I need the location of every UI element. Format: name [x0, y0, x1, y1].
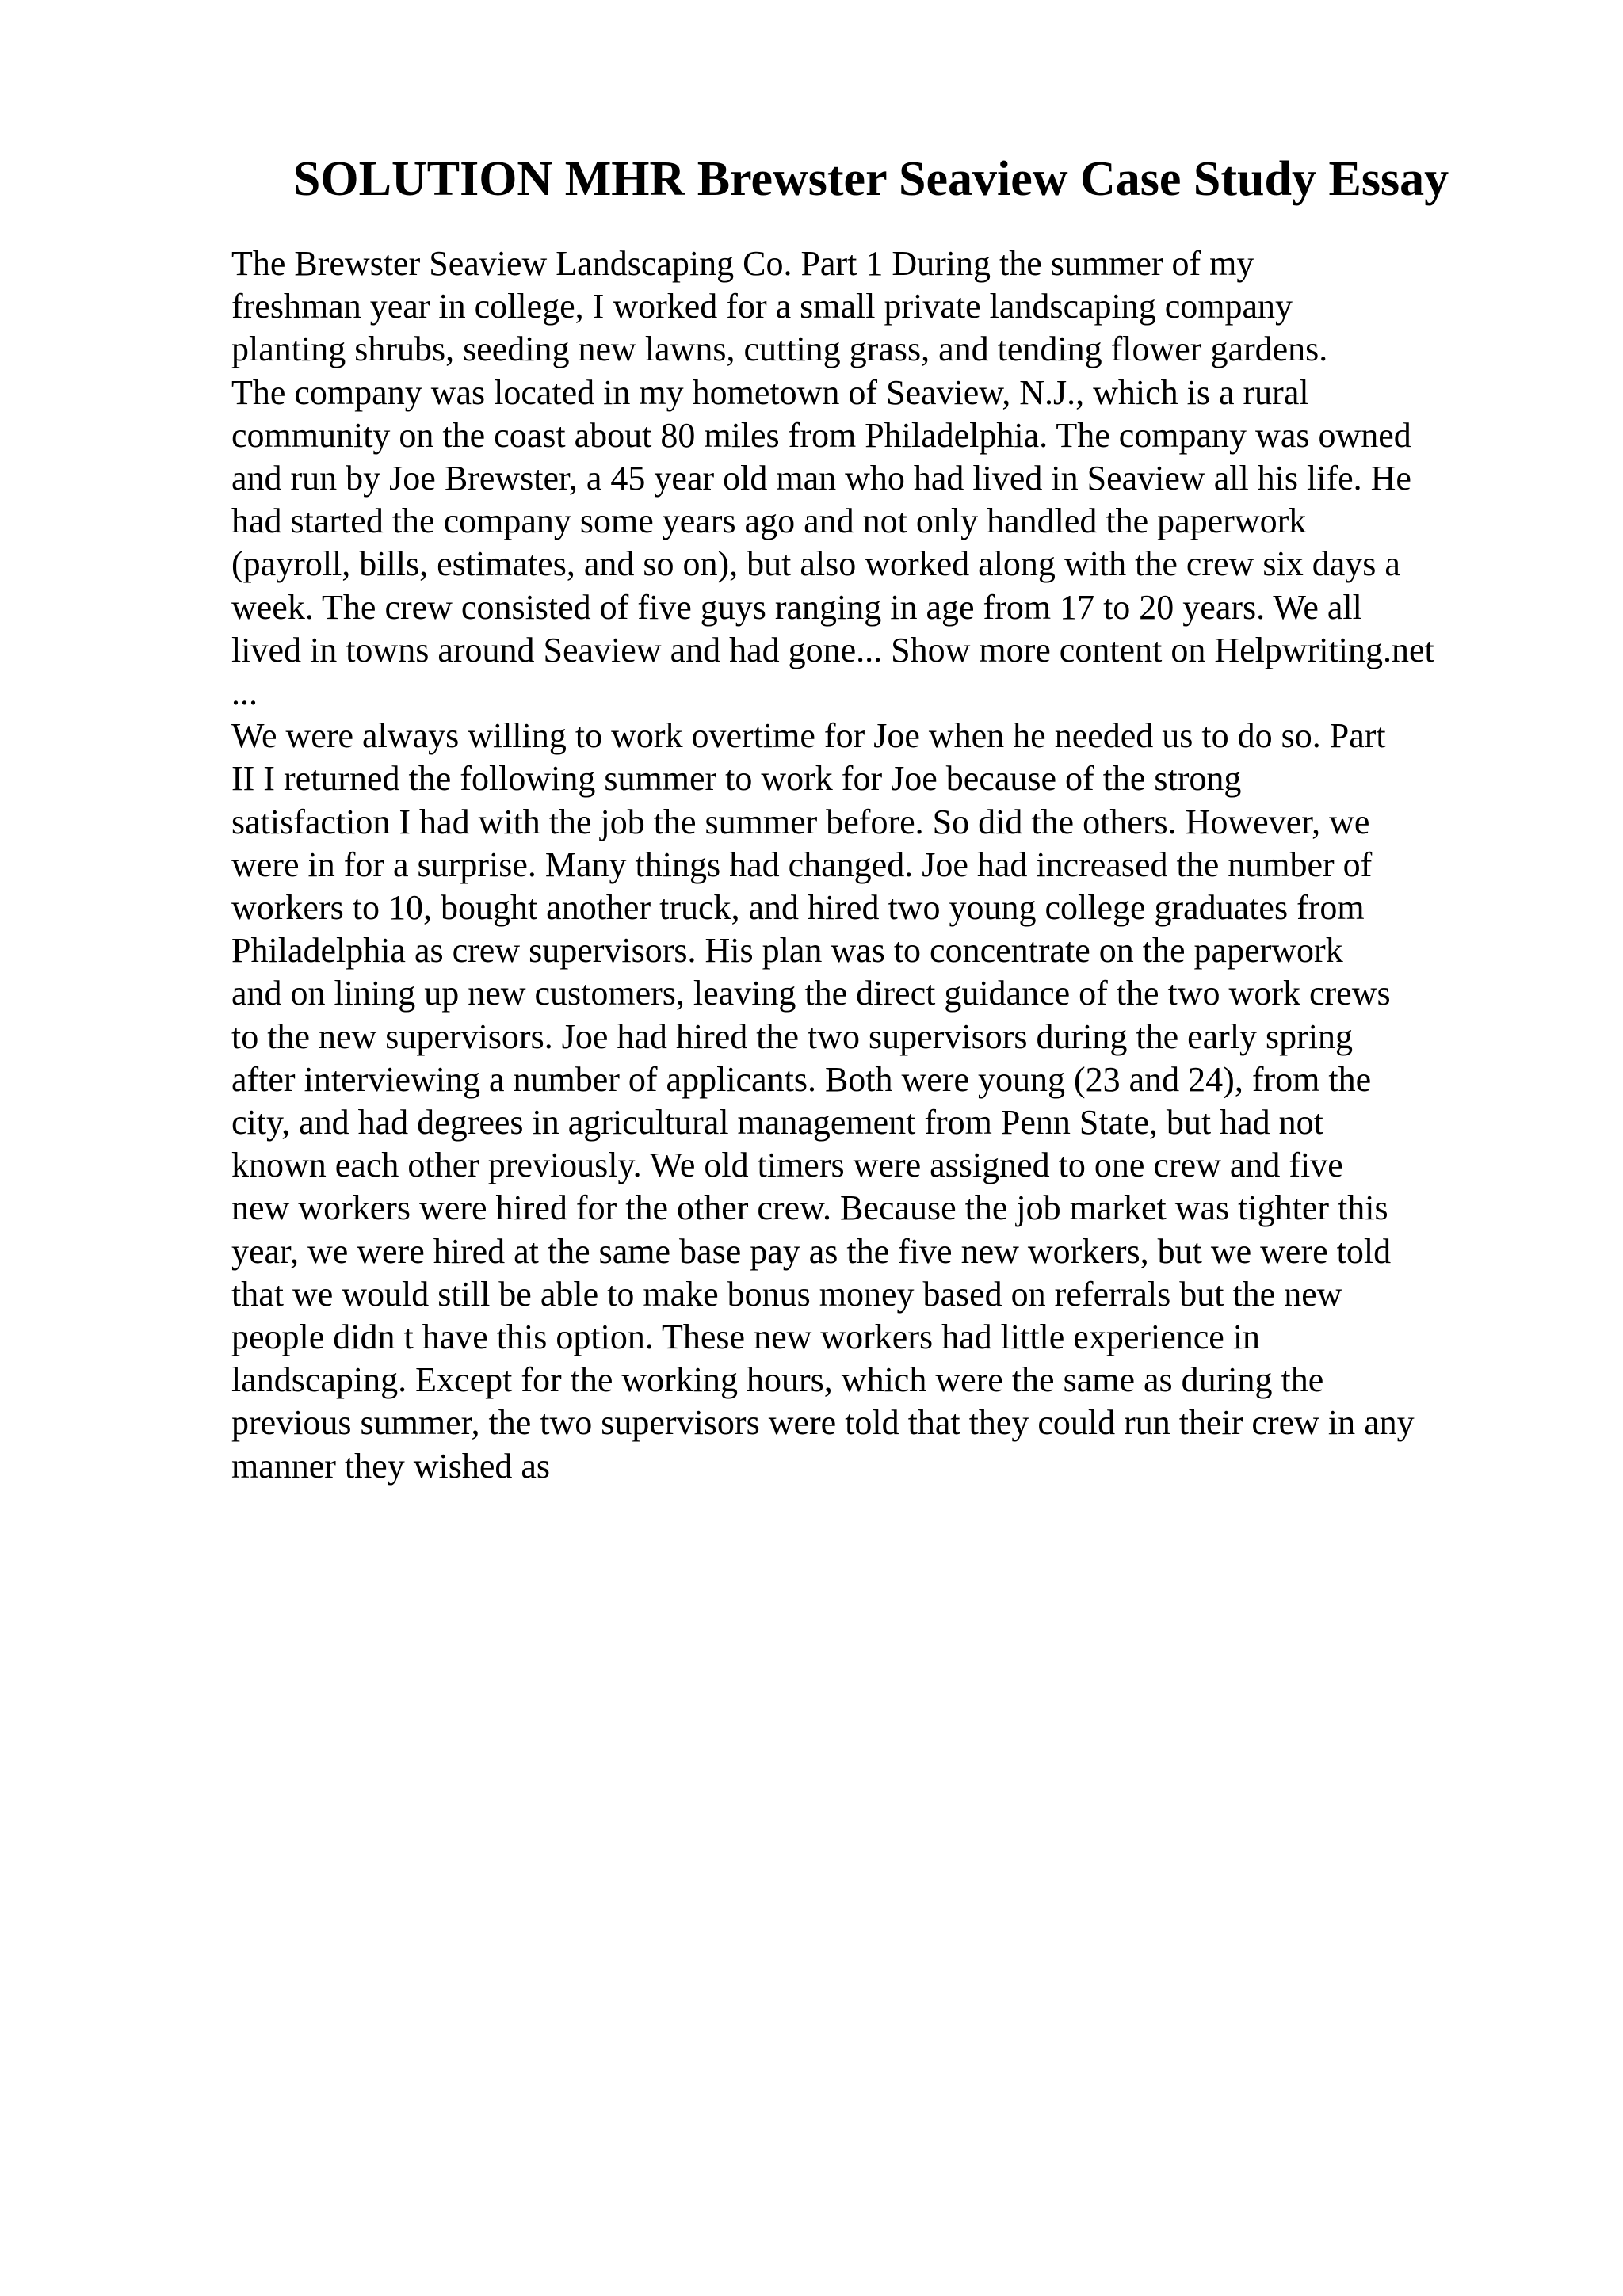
body-line: ...: [231, 673, 258, 713]
body-line: people didn t have this option. These new workers had little experience in: [231, 1318, 1261, 1357]
body-line: lived in towns around Seaview and had gone... Show more content on Helpwriting.net: [231, 630, 1434, 669]
body-line: workers to 10, bought another truck, and hired two young college graduates from: [231, 888, 1365, 928]
body-line: freshman year in college, I worked for a small private landscaping company: [231, 287, 1293, 326]
body-line: were in for a surprise. Many things had changed. Joe had increased the number of: [231, 845, 1373, 884]
body-line: The company was located in my hometown of Seaview, N.J., which is a rural: [231, 372, 1309, 412]
body-line: II I returned the following summer to work for Joe because of the strong: [231, 759, 1242, 799]
body-line: community on the coast about 80 miles from Philadelphia. The company was owned: [231, 415, 1411, 455]
body-line: planting shrubs, seeding new lawns, cutting grass, and tending flower gardens.: [231, 330, 1328, 369]
body-line: previous summer, the two supervisors were told that they could run their crew in any: [231, 1403, 1415, 1443]
body-line: The Brewster Seaview Landscaping Co. Part 1 During the summer of my: [231, 244, 1254, 283]
body-line: week. The crew consisted of five guys ranging in age from 17 to 20 years. We all: [231, 587, 1362, 627]
body-line: (payroll, bills, estimates, and so on), but also worked along with the crew six days a: [231, 544, 1400, 584]
body-line: to the new supervisors. Joe had hired the two supervisors during the early spring: [231, 1016, 1354, 1056]
body-line: landscaping. Except for the working hours, which were the same as during the: [231, 1360, 1324, 1400]
body-line: had started the company some years ago and not only handled the paperwork: [231, 502, 1307, 541]
document-title: SOLUTION MHR Brewster Seaview Case Study Essay: [292, 152, 1449, 206]
body-line: year, we were hired at the same base pay as the five new workers, but we were told: [231, 1231, 1392, 1271]
body-line: manner they wished as: [231, 1446, 550, 1486]
body-line: and run by Joe Brewster, a 45 year old man who had lived in Seaview all his life. He: [231, 459, 1411, 498]
body-line: after interviewing a number of applicants. Both were young (23 and 24), from the: [231, 1059, 1372, 1099]
body-line: satisfaction I had with the job the summer before. So did the others. However, we: [231, 802, 1370, 841]
body-line: city, and had degrees in agricultural management from Penn State, but had not: [231, 1103, 1323, 1142]
body-line: We were always willing to work overtime for Joe when he needed us to do so. Part: [231, 716, 1386, 756]
body-line: new workers were hired for the other crew. Because the job market was tighter this: [231, 1188, 1388, 1228]
body-line: known each other previously. We old timers were assigned to one crew and five: [231, 1146, 1343, 1185]
body-line: that we would still be able to make bonus money based on referrals but the new: [231, 1274, 1342, 1314]
body-line: and on lining up new customers, leaving the direct guidance of the two work crews: [231, 974, 1391, 1013]
body-line: Philadelphia as crew supervisors. His plan was to concentrate on the paperwork: [231, 931, 1343, 971]
document-body: [231, 242, 1515, 1488]
